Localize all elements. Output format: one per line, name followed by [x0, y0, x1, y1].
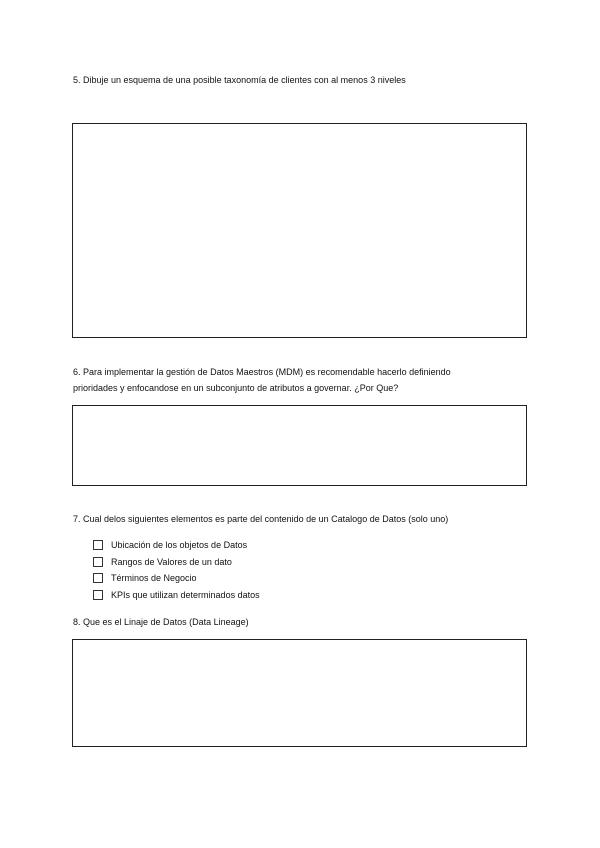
option-3[interactable]	[93, 572, 197, 584]
checkbox-icon[interactable]	[93, 557, 103, 567]
question-6-line-1: 6. Para implementar la gestión de Datos Maestros (MDM) es recomendable hacerlo definiendo	[73, 367, 451, 377]
checkbox-icon[interactable]	[93, 540, 103, 550]
option-4[interactable]	[93, 589, 260, 601]
option-label: Rangos de Valores de un dato	[111, 557, 232, 567]
question-6-line-2: prioridades y enfocandose en un subconjunto de atributos a governar. ¿Por Que?	[73, 383, 399, 393]
option-label: Términos de Negocio	[111, 573, 197, 583]
option-1[interactable]	[93, 539, 247, 551]
question-6	[73, 364, 533, 396]
answer-box-6[interactable]	[72, 405, 527, 486]
question-7: 7. Cual delos siguientes elementos es parte del contenido de un Catalogo de Datos (solo uno)	[73, 514, 449, 524]
answer-box-5[interactable]	[72, 123, 527, 338]
checkbox-icon[interactable]	[93, 573, 103, 583]
answer-box-8[interactable]	[72, 639, 527, 747]
checkbox-icon[interactable]	[93, 590, 103, 600]
option-2[interactable]	[93, 556, 232, 568]
question-5: 5. Dibuje un esquema de una posible taxonomía de clientes con al menos 3 niveles	[73, 75, 406, 85]
question-8: 8. Que es el Linaje de Datos (Data Lineage)	[73, 617, 249, 627]
option-label: Ubicación de los objetos de Datos	[111, 540, 248, 550]
option-label: KPIs que utilizan determinados datos	[111, 590, 260, 600]
